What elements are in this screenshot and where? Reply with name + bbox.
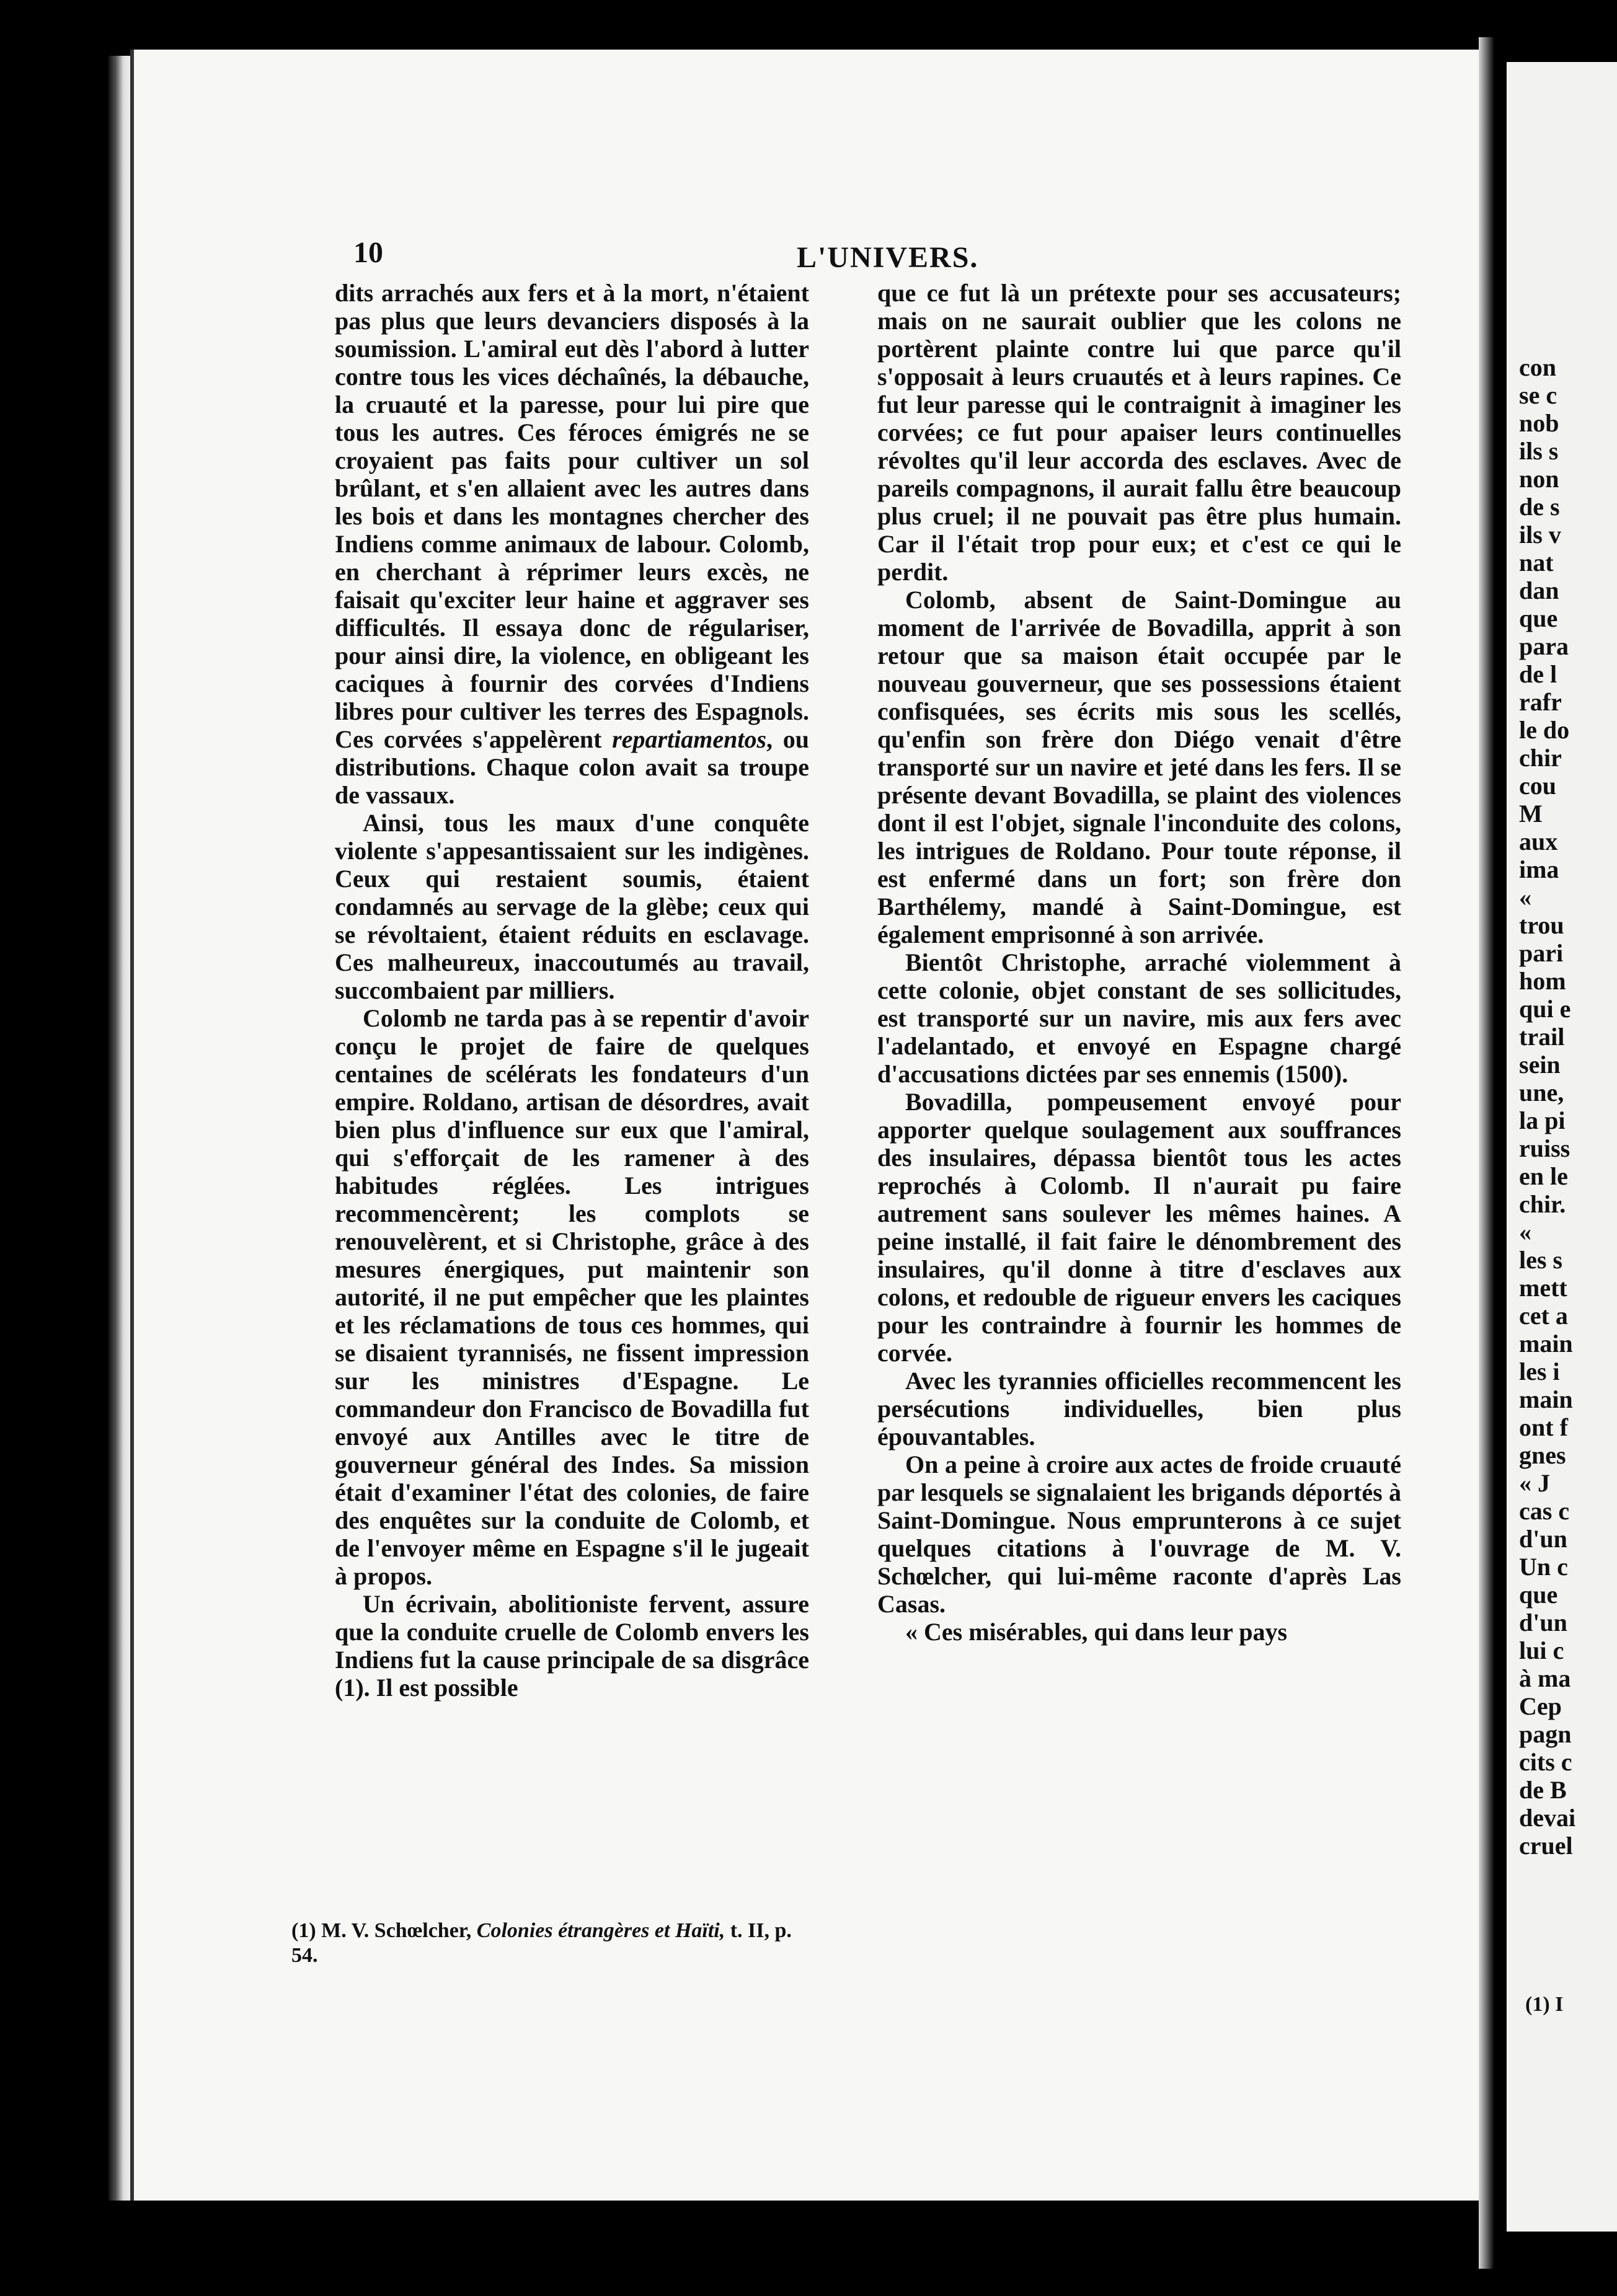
- facing-page-footnote: (1) I: [1525, 1993, 1564, 2016]
- facing-page-line: de s: [1519, 493, 1560, 521]
- facing-page-line: «: [1519, 883, 1531, 911]
- facing-page-line: chir: [1519, 744, 1562, 772]
- facing-page-text: [1519, 353, 1617, 1860]
- facing-page-fragment: [1507, 62, 1617, 2232]
- facing-page-line: trail: [1519, 1023, 1565, 1051]
- facing-page-line: de B: [1519, 1776, 1567, 1804]
- facing-page-line: trou: [1519, 911, 1564, 939]
- text-column-left: [335, 279, 809, 1702]
- facing-page-line: rafr: [1519, 688, 1562, 716]
- facing-page-line: mett: [1519, 1274, 1567, 1302]
- text-column-right: [877, 279, 1401, 1646]
- footnote-title: Colonies étrangères et Haïti,: [476, 1919, 725, 1942]
- facing-page-line: d'un: [1519, 1609, 1567, 1636]
- facing-page-line: gnes: [1519, 1441, 1566, 1469]
- paragraph: « Ces misérables, qui dans leur pays: [905, 1618, 1288, 1646]
- facing-page-line: en le: [1519, 1162, 1568, 1190]
- paragraph: Colomb ne tarda pas à se repentir d'avoir conçu le projet de faire de quelques centaines de scélérats les fondateurs d'un empire. Roldano, artisan de désordres, avait bien plus d'influence sur eux que l'amiral, qui s'efforçait de les ramener à des habitudes réglées. Les intrigues recommencèrent; les complots se renouvelèrent, et si Christophe, grâce à des mesures énergiques, put maintenir son autorité, il ne put empêcher que les plaintes et les réclamations de tous ces hommes, qui se disaient tyrannisés, ne fissent impression sur les ministres d'Espagne. Le commandeur don Francisco de Bovadilla fut envoyé aux Antilles avec le titre de gouverneur général des Indes. Sa mission était d'examiner l'état des colonies, de faire des enquêtes sur la conduite de Colomb, et de l'envoyer même en Espagne s'il le jugeait à propos.: [335, 1004, 809, 1590]
- facing-page-line: de l: [1519, 660, 1557, 688]
- facing-page-line: ils v: [1519, 521, 1561, 549]
- footnote: [291, 1918, 812, 1968]
- facing-page-line: chir.: [1519, 1190, 1566, 1218]
- facing-page-line: que: [1519, 1581, 1558, 1609]
- footnote-text: M. V. Schœlcher,: [321, 1919, 472, 1942]
- facing-page-line: para: [1519, 632, 1569, 660]
- facing-page-line: M: [1519, 800, 1543, 828]
- running-title: L'UNIVERS.: [797, 241, 979, 274]
- paragraph: Un écrivain, abolitioniste fervent, assure que la conduite cruelle de Colomb envers les Indiens fut la cause principale de sa disgrâce (1). Il est possible: [335, 1590, 809, 1702]
- facing-page-line: cits c: [1519, 1748, 1572, 1776]
- facing-page-line: se c: [1519, 381, 1557, 409]
- facing-page-line: que: [1519, 604, 1558, 632]
- facing-page-line: d'un: [1519, 1525, 1567, 1553]
- facing-page-line: cou: [1519, 772, 1556, 800]
- facing-page-line: Un c: [1519, 1553, 1568, 1581]
- book-gutter: [1479, 37, 1510, 2269]
- page-number: 10: [353, 236, 383, 269]
- facing-page-line: cet a: [1519, 1302, 1568, 1330]
- facing-page-line: « J: [1519, 1469, 1550, 1497]
- scan-border-left: [0, 0, 74, 2296]
- facing-page-line: qui e: [1519, 995, 1571, 1023]
- facing-page-line: cas c: [1519, 1497, 1570, 1525]
- facing-page-line: hom: [1519, 967, 1566, 995]
- paragraph: Ainsi, tous les maux d'une conquête violente s'appesantissaient sur les indigènes. Ceux qui restaient soumis, étaient condamnés au servage de la glèbe; ceux qui se révoltaient, étaient réduits en esclavage. Ces malheureux, inaccoutumés au travail, succombaient par milliers.: [335, 809, 809, 1004]
- facing-page-line: pari: [1519, 939, 1564, 967]
- facing-page-line: ruiss: [1519, 1134, 1570, 1162]
- facing-page-line: nob: [1519, 409, 1559, 437]
- facing-page-line: non: [1519, 465, 1559, 493]
- facing-page-line: les i: [1519, 1358, 1560, 1385]
- facing-page-line: le do: [1519, 716, 1570, 744]
- footnote-tail: t. II, p. 54.: [291, 1919, 792, 1967]
- facing-page-line: cruel: [1519, 1832, 1573, 1860]
- facing-page-line: «: [1519, 1218, 1531, 1246]
- facing-page-line: la pi: [1519, 1106, 1566, 1134]
- facing-page-line: les s: [1519, 1246, 1562, 1274]
- facing-page-line: sein: [1519, 1051, 1561, 1079]
- facing-page-line: dan: [1519, 576, 1559, 604]
- paragraph: On a peine à croire aux actes de froide cruauté par lesquels se signalaient les brigands déportés à Saint-Domingue. Nous emprunterons à ce sujet quelques citations à l'ouvrage de M. V. Schœlcher, qui lui-même raconte d'après Las Casas.: [877, 1450, 1401, 1618]
- facing-page-line: ont f: [1519, 1413, 1568, 1441]
- footnote-mark: (1): [291, 1919, 316, 1942]
- page-header: [353, 236, 1401, 285]
- paragraph: Bovadilla, pompeusement envoyé pour apporter quelque soulagement aux souffrances des insulaires, dépassa bientôt tous les actes reprochés à Colomb. Il n'aurait pu faire autrement sans soulever les mêmes haines. A peine installé, il fait faire le dénombrement des insulaires, qu'il donne à titre d'esclaves aux colons, et redouble de rigueur envers les caciques pour les contraindre à fournir les hommes de corvée.: [877, 1088, 1401, 1367]
- page-edge-shadow: [109, 56, 133, 2201]
- facing-page-line: Cep: [1519, 1692, 1562, 1720]
- paragraph: Bientôt Christophe, arraché violemment à cette colonie, objet constant de ses sollicitudes, est transporté sur un navire, mis aux fers avec l'adelantado, et envoyé en Espagne chargé d'accusations dictées par ses ennemis (1500).: [877, 948, 1401, 1088]
- paragraph: Colomb, absent de Saint-Domingue au moment de l'arrivée de Bovadilla, apprit à son retour que sa maison était occupée par le nouveau gouverneur, que ses possessions étaient confisquées, ses écrits mis sous les scellés, qu'enfin son frère don Diégo venait d'être transporté sur un navire et jeté dans les fers. Il se présente devant Bovadilla, se plaint des violences dont il est l'objet, signale l'inconduite des colons, les intrigues de Roldano. Pour toute réponse, il est enfermé dans un fort; son frère don Barthélemy, mandé à Saint-Domingue, est également emprisonné à son arrivée.: [877, 586, 1401, 948]
- facing-page-line: devai: [1519, 1804, 1576, 1832]
- facing-page-line: aux: [1519, 828, 1558, 855]
- facing-page-line: une,: [1519, 1079, 1564, 1106]
- paragraph: dits arrachés aux fers et à la mort, n'étaient pas plus que leurs devanciers disposés à la soumission. L'amiral eut dès l'abord à lutter contre tous les vices déchaînés, la débauche, la cruauté et la paresse, pour lui pire que tous les autres. Ces féroces émigrés ne se croyaient pas faits pour cultiver un sol brûlant, et s'en allaient avec les autres dans les bois et dans les montagnes chercher des Indiens comme animaux de labour. Colomb, en cherchant à réprimer leurs excès, ne faisait qu'exciter leur haine et aggraver ses difficultés. Il essaya donc de régulariser, pour ainsi dire, la violence, en obligeant les caciques à fournir des corvées d'Indiens libres pour cultiver les terres des Espagnols. Ces corvées s'appelèrent repartiamentos, ou distributions. Chaque colon avait sa troupe de vassaux.: [335, 279, 810, 809]
- facing-page-line: à ma: [1519, 1664, 1571, 1692]
- facing-page-line: main: [1519, 1385, 1573, 1413]
- facing-page-line: main: [1519, 1330, 1573, 1358]
- italic-term: repartiamentos: [612, 725, 767, 753]
- facing-page-line: lui c: [1519, 1636, 1564, 1664]
- facing-page-line: ima: [1519, 855, 1559, 883]
- paragraph: Avec les tyrannies officielles recommencent les persécutions individuelles, bien plus épouvantables.: [877, 1367, 1401, 1450]
- facing-page-line: ils s: [1519, 437, 1559, 465]
- facing-page-line: nat: [1519, 549, 1554, 576]
- facing-page-line: con: [1519, 353, 1556, 381]
- facing-page-line: pagn: [1519, 1720, 1572, 1748]
- paragraph: que ce fut là un prétexte pour ses accusateurs; mais on ne saurait oublier que les colons ne portèrent plainte contre lui que parce qu'il s'opposait à leurs cruautés et à leurs rapines. Ce fut leur paresse qui le contraignit à imaginer les corvées; ce fut pour apaiser leurs continuelles révoltes qu'il leur accorda des esclaves. Avec de pareils compagnons, il aurait fallu être beaucoup plus cruel; il ne pouvait pas être plus humain. Car il l'était trop pour eux; et c'est ce qui le perdit.: [877, 279, 1401, 586]
